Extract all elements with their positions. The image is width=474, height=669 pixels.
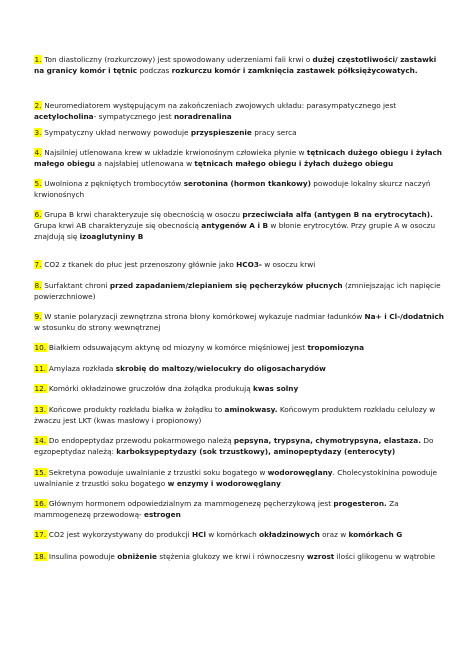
bold-answer: komórkach G	[348, 530, 403, 539]
question-text: ilości glikogenu w wątrobie	[334, 552, 436, 561]
question-text: (zmniejszając ich napięcie powierzchniowe)	[34, 281, 441, 302]
bold-answer: acetylocholina	[34, 112, 94, 122]
question-text: w komórkach	[205, 530, 260, 539]
question-text: Końcowym produktem rozkładu celulozy w żwaczu jest LKT (kwas masłowy i propionowy)	[34, 405, 436, 426]
question-text: CO2 z tkanek do płuc jest przenoszony głównie jako	[41, 260, 237, 269]
item-number-highlight: 1.	[34, 55, 42, 64]
question-text: Komórki okładzinowe gruczołów dna żołądka produkują	[46, 384, 253, 393]
question-text: . Cholecystokinina powoduje uwalnianie z trzustki soku bogatego	[34, 468, 437, 489]
bold-answer: progesteron.	[333, 499, 387, 508]
item-number-highlight: 10.	[34, 343, 47, 352]
bold-answer: aminokwasy.	[224, 405, 278, 414]
question-text: Insulina powoduje	[46, 552, 118, 561]
question-text: Białkiem odsuwającym aktynę od miozyny w komórce mięśniowej jest	[46, 343, 308, 352]
question-text: Amylaza rozkłada	[46, 364, 116, 373]
bold-answer: estrogen	[144, 510, 181, 520]
item-number-highlight: 2.	[34, 101, 42, 110]
item-number-highlight: 18.	[34, 552, 47, 561]
bold-answer: pepsyna, trypsyna, chymotrypsyna, elastaza.	[233, 436, 421, 445]
item-number-highlight: 8.	[34, 281, 42, 290]
question-text: powoduje lokalny skurcz naczyń krwionośnych	[34, 179, 431, 200]
bold-answer: skrobię do maltozy/wielocukry do oligosacharydów	[115, 364, 326, 373]
paragraph-17	[34, 529, 446, 540]
paragraph-4	[34, 147, 446, 169]
bold-answer: przed zapadaniem/zlepianiem się pęcherzyków płucnych	[109, 281, 343, 290]
question-text: Do egzopeptydaz należą:	[34, 436, 434, 457]
bold-answer: noradrenalina	[173, 112, 232, 122]
paragraph-16	[34, 498, 446, 520]
paragraph-12	[34, 383, 446, 394]
paragraph-2	[34, 100, 446, 122]
question-text: oraz w	[319, 530, 349, 539]
paragraph-1	[34, 54, 446, 76]
item-number-highlight: 13.	[34, 405, 47, 414]
question-text: Głównym hormonem odpowiedzialnym za mammogenezę pęcherzykową jest	[46, 499, 334, 508]
question-text: Sympatyczny układ nerwowy powoduje	[41, 128, 191, 137]
bold-answer: HCO3-	[236, 260, 262, 269]
bold-answer: izoaglutyniny B	[79, 232, 144, 242]
bold-answer: przeciwciała alfa (antygen B na erytrocytach).	[242, 210, 433, 219]
question-text: Za mammogenezę przewodową-	[34, 499, 399, 520]
paragraph-15	[34, 467, 446, 489]
paragraph-3	[34, 127, 446, 138]
paragraph-13	[34, 404, 446, 426]
question-text: Końcowe produkty rozkładu białka w żołądku to	[46, 405, 225, 414]
question-text: Ton diastoliczny (rozkurczowy) jest spowodowany uderzeniami fali krwi o	[41, 55, 313, 64]
question-text: stężenia glukozy we krwi i równoczesny	[157, 552, 307, 561]
item-number-highlight: 5.	[34, 179, 42, 188]
question-text: pracy serca	[251, 128, 297, 137]
bold-answer: wzrost	[306, 552, 335, 561]
bold-answer: serotonina (hormon tkankowy)	[183, 179, 311, 188]
paragraph-10	[34, 342, 446, 353]
bold-answer: obniżenie	[117, 552, 158, 561]
question-text: w osoczu krwi	[261, 260, 316, 269]
paragraph-7	[34, 259, 446, 270]
question-text: Do endopeptydaz przewodu pokarmowego należą	[46, 436, 234, 445]
bold-answer: rozkurczu komór i zamknięcia zastawek półksiężycowatych.	[171, 66, 418, 76]
bold-answer: antygenów A i B	[201, 221, 269, 231]
question-text: a najsłabiej utlenowana w	[95, 159, 195, 169]
question-text: - sympatycznego jest	[93, 112, 174, 122]
bold-answer: HCl	[192, 530, 206, 539]
question-text: Grupa B krwi charakteryzuje się obecnością w osoczu	[41, 210, 243, 219]
item-number-highlight: 4.	[34, 148, 42, 157]
item-number-highlight: 14.	[34, 436, 47, 445]
item-number-highlight: 3.	[34, 128, 42, 137]
question-text: Sekretyna powoduje uwalnianie z trzustki soku bogatego w	[46, 468, 268, 477]
item-number-highlight: 11.	[34, 364, 47, 373]
paragraph-5	[34, 178, 446, 200]
bold-answer: tętnicach małego obiegu i żyłach dużego obiegu	[194, 159, 394, 169]
item-number-highlight: 9.	[34, 312, 42, 321]
item-number-highlight: 15.	[34, 468, 47, 477]
paragraph-6	[34, 209, 446, 243]
question-text: Surfaktant chroni	[41, 281, 110, 290]
bold-answer: tropomiozyna	[307, 343, 365, 352]
paragraph-11	[34, 363, 446, 374]
question-text: w błonie erytrocytów. Przy grupie A w osoczu znajdują się	[34, 221, 436, 242]
bold-answer: kwas solny	[252, 384, 299, 393]
item-number-highlight: 12.	[34, 384, 47, 393]
question-text: W stanie polaryzacji zewnętrzna strona błony komórkowej wykazuje nadmiar ładunków	[41, 312, 365, 321]
paragraph-9	[34, 311, 446, 333]
bold-answer: karboksypeptydazy (sok trzustkowy), aminopeptydazy (enterocyty)	[116, 447, 396, 457]
question-text: podczas	[137, 66, 172, 76]
item-number-highlight: 16.	[34, 499, 47, 508]
item-number-highlight: 7.	[34, 260, 42, 269]
question-text: Uwolniona z pękniętych trombocytów	[41, 179, 184, 188]
bold-answer: wodorowęglany	[267, 468, 333, 477]
paragraph-8	[34, 280, 446, 302]
paragraph-18	[34, 551, 446, 562]
question-text: w stosunku do strony wewnętrznej	[34, 323, 161, 333]
bold-answer: przyspieszenie	[190, 128, 252, 137]
bold-answer: tętnicach dużego obiegu i żyłach małego obiegu	[34, 148, 443, 169]
question-text: Grupa krwi AB charakteryzuje się obecnością	[34, 221, 202, 231]
bold-answer: okładzinowych	[259, 530, 320, 539]
bold-answer: Na+ i Cl-/dodatnich	[364, 312, 444, 321]
bold-answer: dużej częstotliwości/ zastawki na granicy komór i tętnic	[34, 55, 437, 76]
paragraph-14	[34, 435, 446, 457]
question-text: CO2 jest wykorzystywany do produkcji	[46, 530, 192, 539]
item-number-highlight: 6.	[34, 210, 42, 219]
item-number-highlight: 17.	[34, 530, 47, 539]
bold-answer: w enzymy i wodorowęglany	[167, 479, 281, 489]
question-text: Neuromediatorem występującym na zakończeniach zwojowych układu: parasympatycznego jest	[41, 101, 397, 110]
question-text: Najsilniej utlenowana krew w układzie krwionośnym człowieka płynie w	[41, 148, 307, 157]
